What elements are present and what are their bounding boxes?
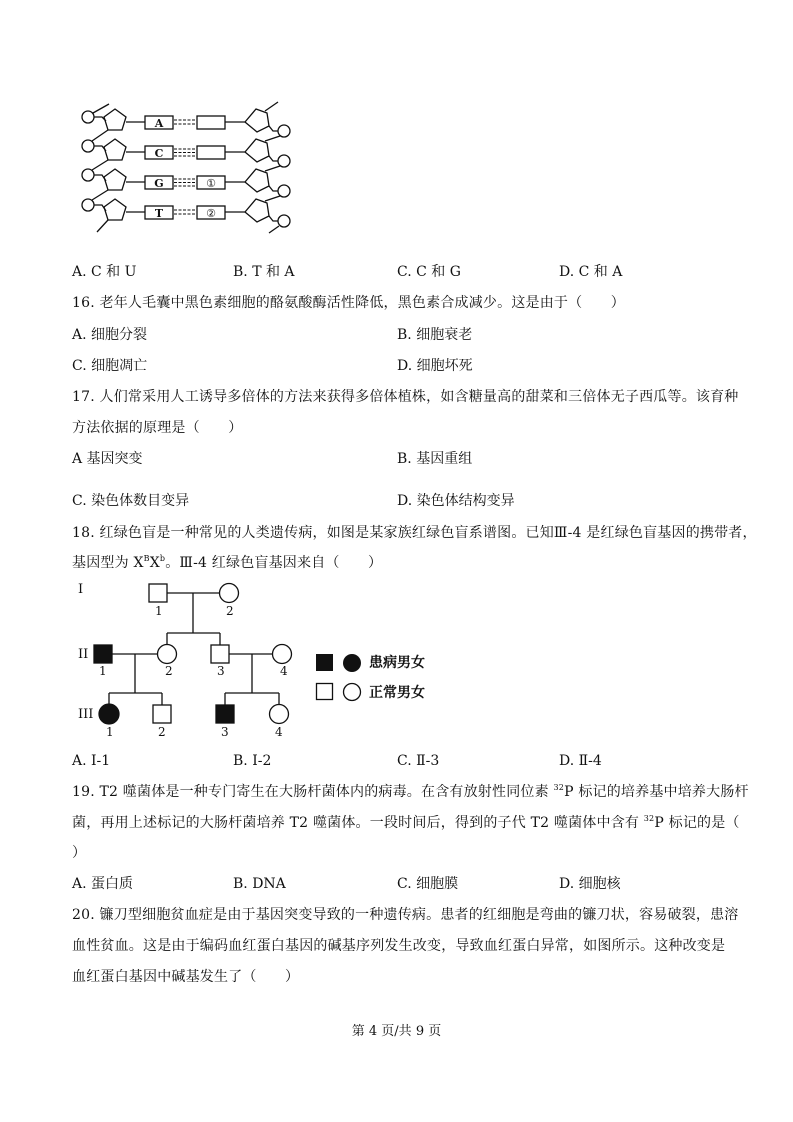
q19-stem-line2-b: P 标记的是（: [654, 815, 740, 831]
q19-stem-line1-b: P 标记的培养基中培养大肠杆: [564, 784, 749, 800]
pedigree-id-iii-2: 2: [158, 725, 166, 739]
pedigree-id-iii-4: 4: [275, 725, 283, 739]
genotype-superscript-1: B: [143, 554, 150, 563]
legend-affected-label: 患病男女: [369, 655, 425, 671]
q15-option-c[interactable]: C. C 和 G: [397, 264, 461, 280]
dna-base-left-2: C: [154, 147, 164, 160]
q15-option-d[interactable]: D. C 和 A: [559, 264, 623, 280]
q17-option-a[interactable]: A 基因突变: [72, 451, 143, 467]
generation-label-i: I: [78, 582, 84, 597]
dna-base-left-3: G: [154, 177, 164, 190]
q17-option-b[interactable]: B. 基因重组: [397, 451, 473, 467]
q17-stem-line1: 17. 人们常采用人工诱导多倍体的方法来获得多倍体植株，如含糖量高的甜菜和三倍体无子西瓜等。该育种: [72, 389, 739, 405]
q17-stem-line2: 方法依据的原理是（ ）: [72, 420, 243, 436]
q18-stem-line1: 18. 红绿色盲是一种常见的人类遗传病，如图是某家族红绿色盲系谱图。已知Ⅲ-4 是红绿色盲基因的携带者，: [72, 525, 757, 541]
q19-stem-line2: [72, 816, 740, 830]
q19-stem-line2-a: 菌，再用上述标记的大肠杆菌培养 T2 噬菌体。一段时间后，得到的子代 T2 噬菌体中含有: [72, 815, 644, 831]
q18-option-b[interactable]: B. I-2: [233, 753, 272, 769]
pedigree-id-i-2: 2: [226, 604, 234, 618]
pedigree-id-iii-3: 3: [221, 725, 229, 739]
legend-normal-label: 正常男女: [369, 685, 425, 701]
q19-option-c[interactable]: C. 细胞膜: [397, 876, 459, 892]
genotype-superscript-2: b: [159, 554, 166, 563]
page-footer: 第 4 页/共 9 页: [351, 1024, 442, 1039]
q18-option-d[interactable]: D. Ⅱ-4: [559, 753, 602, 769]
q16-stem: 16. 老年人毛囊中黑色素细胞的酪氨酸酶活性降低，黑色素合成减少。这是由于（ ）: [72, 295, 625, 311]
q16-option-c[interactable]: C. 细胞凋亡: [72, 358, 148, 374]
q16-option-a[interactable]: A. 细胞分裂: [72, 327, 148, 343]
pedigree-id-ii-3: 3: [217, 664, 225, 678]
q18-stem-line2: [72, 556, 382, 570]
isotope-superscript-1: 32: [553, 783, 565, 792]
q19-option-a[interactable]: A. 蛋白质: [72, 876, 134, 892]
q19-stem-line1: [72, 785, 749, 799]
genotype-x: X: [149, 555, 160, 571]
pedigree-id-ii-2: 2: [165, 664, 173, 678]
pedigree-id-ii-1: 1: [99, 664, 107, 678]
dna-base-left-1: A: [154, 117, 164, 130]
q18-stem-line2-suffix: 。Ⅲ-4 红绿色盲基因来自（ ）: [165, 555, 383, 571]
generation-label-ii: II: [78, 647, 89, 662]
q19-stem-line3: ）: [72, 845, 87, 861]
dna-double-strand-diagram: [75, 95, 305, 245]
dna-base-right-4: ②: [206, 207, 216, 220]
q20-stem-line2: 血性贫血。这是由于编码血红蛋白基因的碱基序列发生改变，导致血红蛋白异常，如图所示。这种改变是: [72, 938, 726, 954]
q16-option-b[interactable]: B. 细胞衰老: [397, 327, 473, 343]
q17-option-c[interactable]: C. 染色体数目变异: [72, 493, 190, 509]
pedigree-chart: [70, 578, 310, 738]
q15-option-b[interactable]: B. T 和 A: [233, 264, 295, 280]
q19-stem-line1-a: 19. T2 噬菌体是一种专门寄生在大肠杆菌体内的病毒。在含有放射性同位素: [72, 784, 554, 800]
q20-stem-line1: 20. 镰刀型细胞贫血症是由于基因突变导致的一种遗传病。患者的红细胞是弯曲的镰刀状，容易破裂，患溶: [72, 907, 739, 923]
pedigree-id-i-1: 1: [155, 604, 163, 618]
pedigree-id-ii-4: 4: [280, 664, 288, 678]
q20-stem-line3: 血红蛋白基因中碱基发生了（ ）: [72, 969, 300, 985]
dna-base-left-4: T: [154, 207, 164, 220]
q18-stem-line2-prefix: 基因型为 X: [72, 555, 144, 571]
q19-option-b[interactable]: B. DNA: [233, 876, 286, 892]
q18-option-a[interactable]: A. I-1: [72, 753, 111, 769]
dna-base-right-3: ①: [206, 177, 216, 190]
generation-label-iii: III: [78, 707, 94, 722]
q19-option-d[interactable]: D. 细胞核: [559, 876, 621, 892]
q18-option-c[interactable]: C. Ⅱ-3: [397, 753, 440, 769]
pedigree-id-iii-1: 1: [106, 725, 114, 739]
q16-option-d[interactable]: D. 细胞坏死: [397, 358, 473, 374]
isotope-superscript-2: 32: [643, 814, 655, 823]
pedigree-legend-symbols: [315, 653, 365, 703]
q15-option-a[interactable]: A. C 和 U: [72, 264, 137, 280]
q17-option-d[interactable]: D. 染色体结构变异: [397, 493, 515, 509]
